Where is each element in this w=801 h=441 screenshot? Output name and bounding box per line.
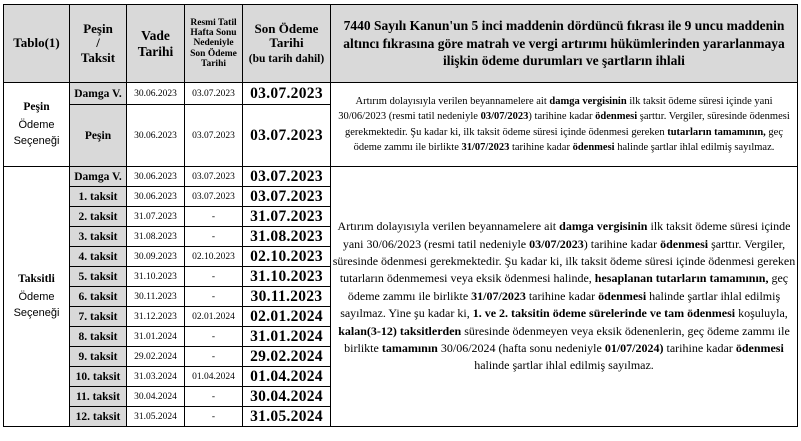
description-segment: tarihine kadar — [509, 141, 573, 153]
pesin-group-label — [4, 83, 70, 167]
header-pesin-taksit — [70, 5, 127, 83]
table-row — [4, 83, 798, 105]
row-resmi: 03.07.2023 — [185, 187, 243, 207]
row-vade: 31.12.2023 — [127, 307, 185, 327]
header-son-line-2: Tarihi — [269, 35, 304, 51]
row-resmi: - — [185, 207, 243, 227]
row-type: Damga V. — [70, 167, 127, 187]
description-segment: şarttır. Vergiler, süresinde ödenmesi gerekmektedir. Şu kadar ki, ilk taksit ödeme süresi içinde ödenmesi gereken — [345, 111, 790, 138]
header-resmi-line-2: Hafta Sonu — [190, 28, 237, 39]
header-pesin-line: Peşin — [83, 20, 113, 36]
description-segment: tutarların tamamının, — [667, 126, 766, 138]
row-type: 7. taksit — [70, 307, 127, 327]
row-vade: 31.07.2023 — [127, 207, 185, 227]
row-type: 11. taksit — [70, 387, 127, 407]
row-vade: 29.02.2024 — [127, 347, 185, 367]
row-son-odeme: 31.08.2023 — [243, 227, 331, 247]
row-resmi: 01.04.2024 — [185, 367, 243, 387]
header-law-title: 7440 Sayılı Kanun'un 5 inci maddenin dördüncü fıkrası ile 9 uncu maddenin altıncı fıkrasına göre matrah ve vergi artırımı hükümlerinden yararlanmaya ilişkin ödeme durumları ve şartların ihlali — [331, 5, 798, 83]
taksitli-group-label-line: Seçeneği — [13, 307, 60, 320]
row-type: 3. taksit — [70, 227, 127, 247]
header-taksit-line: Taksit — [80, 49, 116, 65]
description-segment: ödenmesi — [598, 288, 647, 303]
pesin-group-label-line: Seçeneği — [13, 135, 60, 148]
row-vade: 30.06.2023 — [127, 167, 185, 187]
table-body — [4, 83, 798, 427]
taksitli-group-label-bold: Taksitli — [18, 273, 55, 286]
row-son-odeme: 30.04.2024 — [243, 387, 331, 407]
description-segment: ödenmesi — [595, 111, 638, 123]
row-type: 9. taksit — [70, 347, 127, 367]
row-resmi: 03.07.2023 — [185, 83, 243, 105]
description-segment: 30/06/2024 (hafta sonu nedeniyle — [437, 340, 605, 355]
description-segment: halinde şartlar ihlal edilmiş sayılmaz. — [614, 141, 775, 153]
row-type: 12. taksit — [70, 407, 127, 427]
taksitli-group-label — [4, 167, 70, 427]
header-slash-line: / — [96, 35, 100, 51]
description-segment: ilk taksit ödeme süresi içinde yani 30/06/2023 (resmi tatil nedeniyle — [342, 219, 791, 251]
description-segment: halinde şartlar ihlal edilmiş sayılmaz. Yine şu kadar ki, — [340, 288, 781, 321]
header-resmi-line-3: Nedeniyle — [193, 38, 234, 49]
header-son-odeme — [243, 5, 331, 83]
description-segment: ilk taksit ödeme süresi içinde yani 30/06/2023 (resmi tatil nedeniyle — [338, 96, 773, 123]
taksitli-description — [331, 167, 798, 427]
row-resmi: - — [185, 287, 243, 307]
header-vade-line: Vade — [141, 28, 170, 44]
row-vade: 31.01.2024 — [127, 327, 185, 347]
description-segment: ödenmesi — [735, 340, 784, 355]
payment-table — [3, 4, 798, 427]
description-segment: kalan(3-12) taksitlerden — [338, 323, 462, 338]
header-tarihi-line: Tarihi — [137, 43, 174, 59]
header-row — [4, 5, 798, 83]
row-son-odeme: 01.04.2024 — [243, 367, 331, 387]
row-son-odeme: 31.05.2024 — [243, 407, 331, 427]
row-vade: 30.04.2024 — [127, 387, 185, 407]
row-son-odeme: 02.10.2023 — [243, 247, 331, 267]
header-son-line-1: Son Ödeme — [254, 20, 319, 36]
description-segment: 31/07/2023 — [461, 141, 510, 153]
row-vade: 31.10.2023 — [127, 267, 185, 287]
description-segment: tarihine kadar — [525, 288, 599, 303]
description-segment: ) tarihine kadar — [583, 236, 661, 251]
description-segment: süresinde ödenmeyen veya eksik ödenenlerin, geç ödeme zammı ile birlikte — [344, 323, 790, 355]
row-vade: 30.06.2023 — [127, 187, 185, 207]
row-type: 2. taksit — [70, 207, 127, 227]
description-segment: tarihine kadar — [663, 340, 736, 355]
row-resmi: - — [185, 327, 243, 347]
row-type: Damga V. — [70, 83, 127, 105]
description-segment: Artırım dolayısıyla verilen beyannamelere ait — [337, 219, 560, 234]
row-resmi: 03.07.2023 — [185, 105, 243, 167]
row-resmi: 03.07.2023 — [185, 167, 243, 187]
row-son-odeme: 03.07.2023 — [243, 167, 331, 187]
taksitli-group-label-line: Ödeme — [18, 290, 55, 303]
row-son-odeme: 03.07.2023 — [243, 187, 331, 207]
row-son-odeme: 03.07.2023 — [243, 83, 331, 105]
description-segment: koşuluyla, — [735, 306, 788, 321]
header-resmi-line-1: Resmi Tatil — [190, 17, 237, 28]
row-son-odeme: 03.07.2023 — [243, 105, 331, 167]
header-tablo: Tablo(1) — [4, 5, 70, 83]
header-resmi-line-5: Tarihi — [201, 58, 226, 69]
row-type: 1. taksit — [70, 187, 127, 207]
row-son-odeme: 29.02.2024 — [243, 347, 331, 367]
description-segment: Artırım dolayısıyla verilen beyannamelere ait — [355, 96, 550, 108]
row-type: 6. taksit — [70, 287, 127, 307]
description-segment: tamamının — [381, 340, 438, 355]
row-vade: 30.06.2023 — [127, 83, 185, 105]
header-son-sub: (bu tarih dahil) — [248, 52, 325, 65]
description-segment: hesaplanan tutarların tamamının, — [594, 271, 769, 286]
description-segment: geç ödeme zammı ile birlikte — [347, 271, 789, 303]
row-type: 8. taksit — [70, 327, 127, 347]
row-type: 4. taksit — [70, 247, 127, 267]
description-segment: 03/07/2023 — [480, 111, 529, 123]
pesin-group-label-bold: Peşin — [23, 101, 50, 114]
row-vade: 30.06.2023 — [127, 105, 185, 167]
description-segment: 1. ve 2. taksitin ödeme sürelerinde ve tam ödenmesi — [472, 306, 736, 321]
row-resmi: - — [185, 347, 243, 367]
row-son-odeme: 30.11.2023 — [243, 287, 331, 307]
row-resmi: - — [185, 227, 243, 247]
description-segment: damga vergisinin — [559, 219, 648, 234]
row-son-odeme: 31.10.2023 — [243, 267, 331, 287]
row-son-odeme: 31.07.2023 — [243, 207, 331, 227]
row-resmi: - — [185, 407, 243, 427]
row-type: 10. taksit — [70, 367, 127, 387]
row-type: 5. taksit — [70, 267, 127, 287]
header-resmi-line-4: Son Ödeme — [190, 48, 237, 59]
pesin-group-label-line: Ödeme — [18, 118, 55, 131]
description-segment: şarttır. Vergiler, süresinde ödenmesi gerekmektedir. Şu kadar ki, ilk taksit ödeme süresi içinde ödenmesi gereken tutarların ödenmemesi veya eksik ödenmesi halinde, — [332, 236, 796, 286]
row-vade: 31.05.2024 — [127, 407, 185, 427]
row-resmi: - — [185, 267, 243, 287]
description-segment: 03/07/2023 — [529, 236, 584, 251]
row-resmi: - — [185, 387, 243, 407]
row-son-odeme: 31.01.2024 — [243, 327, 331, 347]
description-segment: damga vergisinin — [549, 96, 627, 108]
row-resmi: 02.10.2023 — [185, 247, 243, 267]
row-vade: 30.11.2023 — [127, 287, 185, 307]
description-segment: halinde şartlar ihlal edilmiş sayılmaz. — [474, 358, 654, 373]
description-segment: ödenmesi — [572, 141, 615, 153]
row-type: Peşin — [70, 105, 127, 167]
description-segment: 31/07/2023 — [471, 288, 526, 303]
header-vade-tarihi — [127, 5, 185, 83]
row-vade: 31.08.2023 — [127, 227, 185, 247]
header-resmi-tatil — [185, 5, 243, 83]
row-vade: 31.03.2024 — [127, 367, 185, 387]
row-son-odeme: 02.01.2024 — [243, 307, 331, 327]
row-vade: 30.09.2023 — [127, 247, 185, 267]
description-segment: ) tarihine kadar — [528, 111, 596, 123]
description-segment: 01/07/2024) — [604, 340, 664, 355]
pesin-description — [331, 83, 798, 167]
description-segment: ödenmesi — [660, 236, 709, 251]
row-resmi: 02.01.2024 — [185, 307, 243, 327]
description-segment: geç ödeme zammı ile birlikte — [353, 126, 783, 153]
table-row — [4, 167, 798, 187]
